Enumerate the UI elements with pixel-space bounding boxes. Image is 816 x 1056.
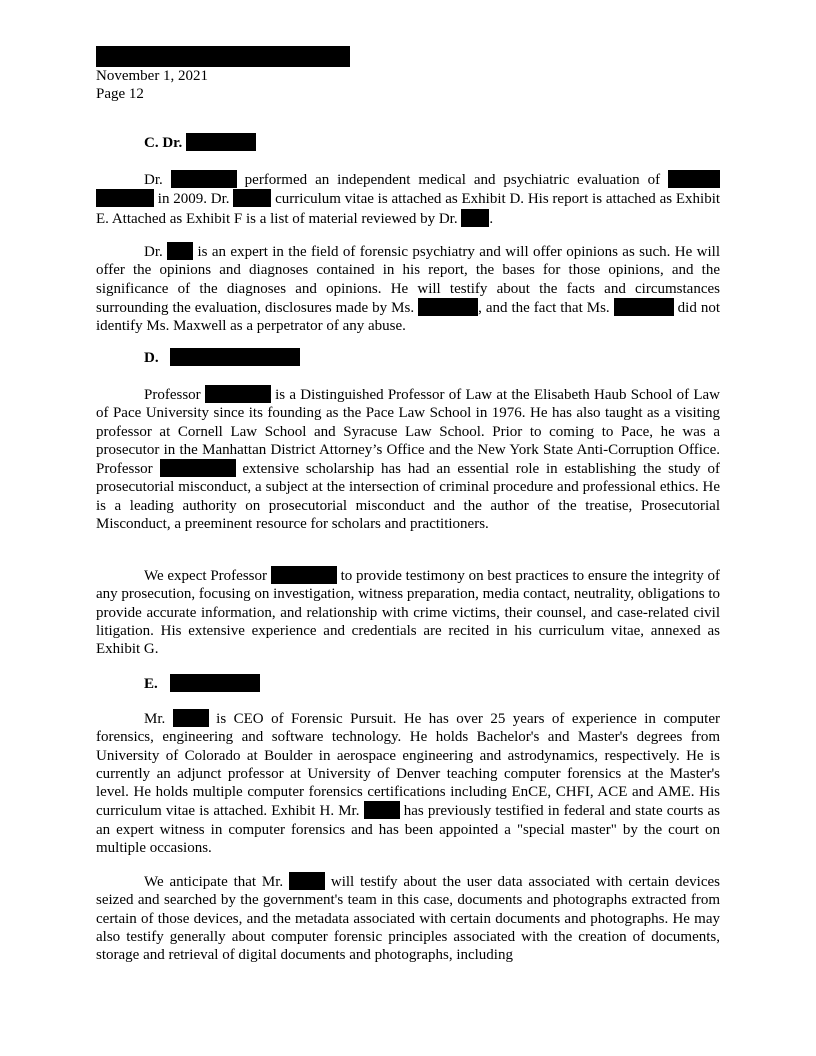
redaction	[364, 801, 400, 819]
section-e-heading: E.	[144, 674, 720, 693]
section-d-paragraph-1: Professor is a Distinguished Professor of Law at the Elisabeth Haub School of Law of Pace University since its founding as the Pace Law School in 1976. He has also taught as a visiting professor at Cornell Law School and Syracuse Law School. Prior to coming to Pace, he was a prosecutor in the Manhattan District Attorney’s Office and the New York State Anti-Corruption Office. Professor extensive scholarship has had an essential role in establishing the study of prosecutorial misconduct, a subject at the intersection of criminal procedure and professional ethics. He is a leading authority on prosecutorial misconduct and the author of the treatise, Prosecutorial Misconduct, a preeminent resource for scholars and practitioners.	[96, 387, 721, 533]
section-d-paragraph-2: We expect Professor to provide testimony on best practices to ensure the integrity of any prosecution, focusing on investigation, witness preparation, media contact, neutrality, obligations to provide accurate information, and relationship with crime victims, their counsel, and case-related civil litigation. His extensive experience and credentials are recited in his curriculum vitae, annexed as Exhibit G.	[96, 568, 721, 658]
redaction	[173, 709, 209, 727]
section-d-heading: D.	[144, 348, 720, 367]
section-c-paragraph-1: Dr. performed an independent medical and psychiatric evaluation of in 2009. Dr. curriculum vitae is attached as Exhibit D. His report is attached as Exhibit E. Attached as Exhibit F is a list of material reviewed by Dr. .	[96, 172, 721, 227]
redaction	[668, 170, 720, 188]
redaction	[170, 674, 260, 692]
redaction	[160, 459, 236, 477]
redaction	[205, 385, 271, 403]
header-page-number: Page 12	[96, 86, 144, 103]
section-c-heading: C. Dr.	[144, 133, 720, 152]
header-date: November 1, 2021	[96, 68, 209, 84]
redaction	[171, 170, 237, 188]
redaction	[96, 189, 154, 207]
redaction	[186, 133, 256, 151]
redaction	[614, 298, 674, 316]
redaction	[461, 209, 489, 227]
section-e-paragraph-2: We anticipate that Mr. will testify about the user data associated with certain devices seized and searched by the government's team in this case, documents and photographs extracted from certain of those devices, and the metadata associated with certain documents and photographs. He may also testify generally about computer forensic principles associated with the creation of documents, storage and retrieval of digital documents and photographs, including	[96, 874, 720, 964]
section-c-paragraph-2: Dr. is an expert in the field of forensic psychiatry and will offer opinions as such. He will offer the opinions and diagnoses contained in his report, the bases for those opinions, and the significance of the diagnoses and opinions. He will testify about the facts and circumstances surrounding the evaluation, disclosures made by Ms. , and the fact that Ms. did not identify Ms. Maxwell as a perpetrator of any abuse.	[96, 244, 720, 335]
redaction	[289, 872, 325, 890]
redaction	[418, 298, 478, 316]
redaction	[233, 189, 271, 207]
redaction	[167, 242, 193, 260]
redacted-recipient	[96, 46, 350, 67]
redaction	[170, 348, 300, 366]
page-header	[96, 67, 720, 104]
redaction	[271, 566, 337, 584]
section-e-paragraph-1: Mr. is CEO of Forensic Pursuit. He has over 25 years of experience in computer forensics, engineering and software technology. He holds Bachelor's and Master's degrees from University of Colorado at Boulder in aerospace engineering and astrodynamics, respectively. He is currently an adjunct professor at University of Denver teaching computer forensics at the Master's level. He holds multiple computer forensics certifications including EnCE, CHFI, ACE and AME. His curriculum vitae is attached. Exhibit H. Mr. has previously testified in federal and state courts as an expert witness in computer forensics and has been appointed a "special master" by the court on multiple occasions.	[96, 711, 721, 857]
